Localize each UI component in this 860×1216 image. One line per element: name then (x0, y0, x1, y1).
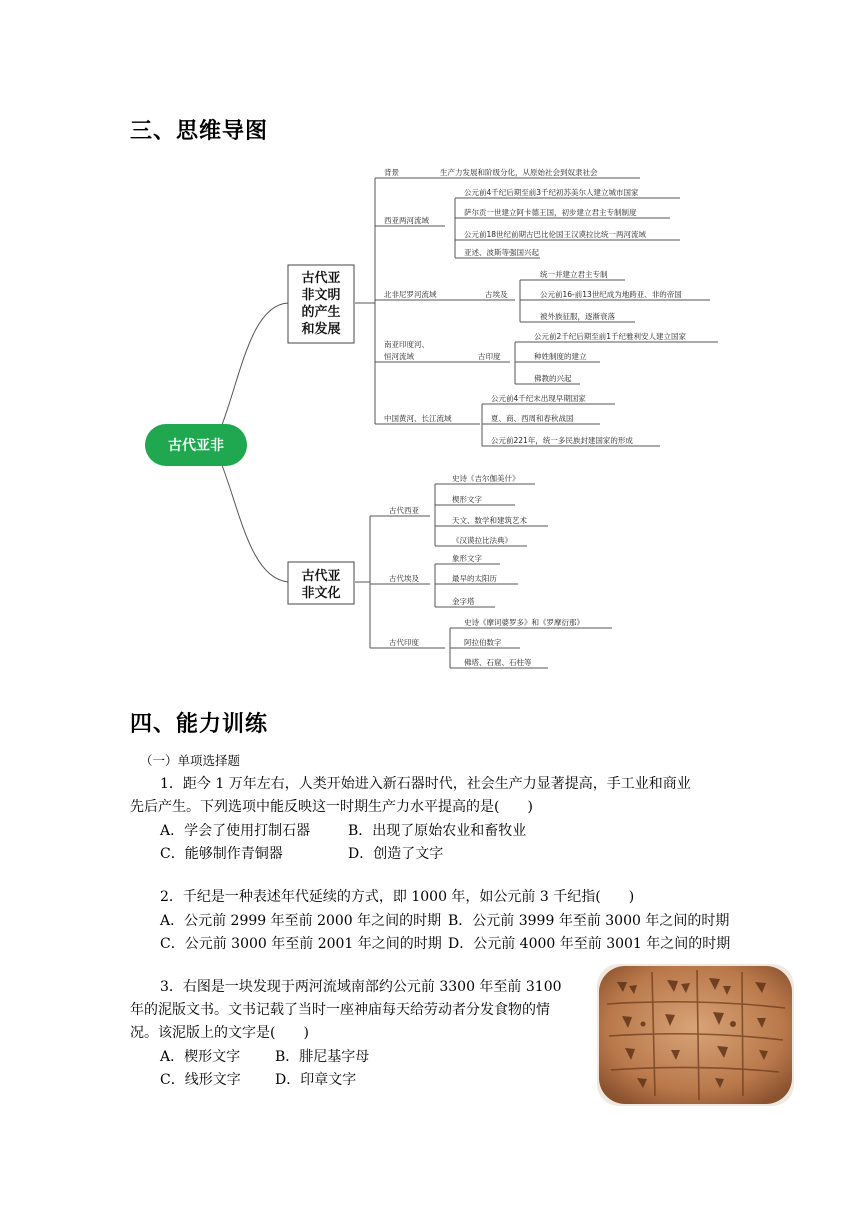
mm-label-ancient-india: 古印度 (478, 352, 501, 361)
branch1-title-line: 非文明 (301, 288, 341, 303)
mm-item: 佛塔、石窟、石柱等 (464, 658, 532, 667)
mm-item: 楔形文字 (452, 495, 482, 504)
mm-item: 公元前4千纪末出现早期国家 (491, 394, 586, 403)
mm-item: 被外族征服，逐渐衰落 (540, 312, 615, 321)
mm-item: 象形文字 (452, 554, 482, 563)
subsection-title: （一）单项选择题 (140, 753, 241, 768)
mm-label-westasia: 西亚两河流域 (384, 216, 429, 225)
question-1-line-1: 1．距今 1 万年左右，人类开始进入新石器时代，社会生产力显著提高，手工业和商业 (160, 776, 691, 792)
mm-item: 史诗《摩诃婆罗多》和《罗摩衍那》 (464, 618, 584, 627)
q1-option-b: B．出现了原始农业和畜牧业 (348, 823, 527, 839)
mm-label-india-1: 南亚印度河、 (384, 340, 429, 349)
q3-option-a: A．楔形文字 (160, 1049, 241, 1065)
mm-item: 天文、数学和建筑艺术 (452, 516, 527, 525)
mm-item: 种姓制度的建立 (534, 352, 587, 361)
mm-label-culture-india: 古代印度 (389, 638, 419, 647)
mm-item: 夏、商、西周和春秋战国 (491, 414, 574, 423)
question-3-line-1: 3．右图是一块发现于两河流域南部约公元前 3300 年至前 3100 (160, 979, 562, 995)
branch1-title-line: 古代亚 (301, 271, 341, 286)
q2-option-c: C．公元前 3000 年至前 2001 年之间的时期 (160, 936, 442, 952)
mm-item: 公元前2千纪后期至前1千纪雅利安人建立国家 (534, 332, 687, 341)
mm-label-culture-egypt: 古代埃及 (389, 574, 419, 583)
question-3-line-2: 年的泥版文书。文书记载了当时一座神庙每天给劳动者分发食物的情 (130, 1002, 550, 1018)
section-title-training: 四、能力训练 (130, 712, 269, 737)
mm-label-culture-westasia: 古代西亚 (389, 506, 419, 515)
q2-option-b: B．公元前 3999 年至前 3000 年之间的时期 (448, 913, 730, 929)
mm-label-india-2: 恒河流域 (384, 352, 414, 361)
mm-item: 公元前18世纪前期古巴比伦国王汉谟拉比统一两河流域 (464, 230, 647, 239)
mm-item: 最早的太阳历 (452, 574, 497, 583)
mm-item: 佛教的兴起 (534, 374, 572, 383)
mm-item: 统一并建立君主专制 (540, 270, 608, 279)
branch2-title-line: 非文化 (301, 586, 341, 601)
clay-tablet-image (597, 964, 794, 1106)
mm-item: 《汉谟拉比法典》 (452, 536, 512, 545)
mm-item: 金字塔 (452, 597, 475, 606)
q2-option-a: A．公元前 2999 年至前 2000 年之间的时期 (160, 913, 442, 929)
mm-label-nile: 北非尼罗河流域 (384, 290, 437, 299)
mm-item: 公元前221年，统一多民族封建国家的形成 (491, 436, 633, 445)
mm-item: 萨尔贡一世建立阿卡德王国，初步建立君主专制制度 (464, 208, 637, 217)
q3-option-d: D．印章文字 (275, 1072, 357, 1088)
mm-item: 公元前16-前13世纪成为地跨亚、非的帝国 (540, 290, 682, 299)
mm-item: 史诗《吉尔伽美什》 (452, 474, 520, 483)
mm-label-background: 背景 (384, 168, 399, 177)
mm-item: 公元前4千纪后期至前3千纪初苏美尔人建立城市国家 (464, 188, 639, 197)
section-title-mindmap: 三、思维导图 (130, 119, 269, 144)
question-1-line-2: 先后产生。下列选项中能反映这一时期生产力水平提高的是( ) (130, 799, 533, 815)
mm-label-china: 中国黄河、长江流域 (384, 414, 452, 423)
q2-option-d: D．公元前 4000 年至前 3001 年之间的时期 (448, 936, 731, 952)
q1-option-c: C．能够制作青铜器 (160, 846, 283, 862)
mm-text-background: 生产力发展和阶级分化，从原始社会到奴隶社会 (440, 168, 598, 177)
q1-option-d: D．创造了文字 (348, 846, 444, 862)
branch1-title-line: 的产生 (301, 305, 341, 320)
root-label: 古代亚非 (168, 438, 224, 454)
mm-label-egypt: 古埃及 (485, 290, 508, 299)
mm-item: 亚述、波斯等强国兴起 (464, 248, 539, 257)
q3-option-b: B．腓尼基字母 (275, 1049, 370, 1065)
question-3-line-3: 况。该泥版上的文字是( ) (130, 1025, 309, 1041)
q3-option-c: C．线形文字 (160, 1072, 241, 1088)
branch1-title-line: 和发展 (301, 322, 341, 337)
mm-item: 阿拉伯数字 (464, 638, 502, 647)
question-2-stem: 2．千纪是一种表述年代延续的方式，即 1000 年，如公元前 3 千纪指( ) (160, 889, 635, 905)
q1-option-a: A．学会了使用打制石器 (160, 823, 311, 839)
branch2-title-line: 古代亚 (301, 569, 341, 584)
